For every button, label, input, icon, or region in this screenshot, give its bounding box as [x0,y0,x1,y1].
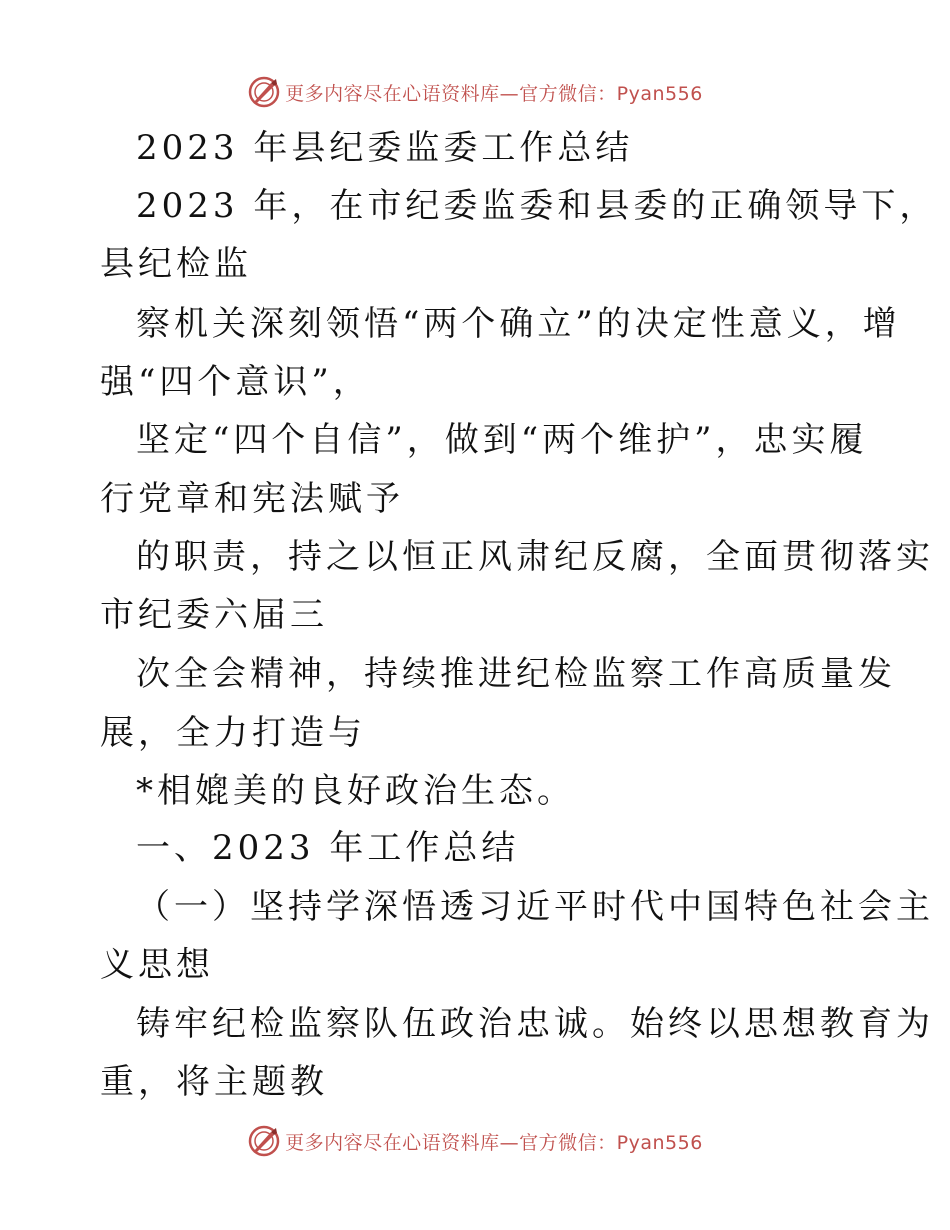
paragraph-line: 2023 年，在市纪委监委和县委的正确领导下， [136,186,938,226]
paragraph-line: 重，将主题教 [100,1062,328,1102]
footer-banner-text: 更多内容尽在心语资料库—官方微信：Pyan556 [285,1131,703,1154]
subsection-heading: （一）坚持学深悟透习近平时代中国特色社会主 [136,887,934,927]
paragraph-line: 义思想 [100,945,214,985]
footer-banner [0,1121,950,1161]
section-heading: 一、2023 年工作总结 [136,828,520,868]
header-banner-text: 更多内容尽在心语资料库—官方微信：Pyan556 [285,82,703,105]
paragraph-line: 强“四个意识”， [100,362,371,402]
paragraph-line: 展，全力打造与 [100,713,366,753]
quill-logo-icon [247,1124,281,1158]
paragraph-line: 市纪委六届三 [100,595,328,635]
paragraph-line: 坚定“四个自信”，做到“两个维护”，忠实履 [136,420,868,460]
paragraph-line: 的职责，持之以恒正风肃纪反腐，全面贯彻落实 [136,537,934,577]
document-title: 2023 年县纪委监委工作总结 [136,128,634,168]
paragraph-line: 铸牢纪检监察队伍政治忠诚。始终以思想教育为 [136,1004,934,1044]
paragraph-line: 察机关深刻领悟“两个确立”的决定性意义，增 [136,304,901,344]
paragraph-line: 县纪检监 [100,244,252,284]
paragraph-line: *相媲美的良好政治生态。 [136,771,575,811]
paragraph-line: 行党章和宪法赋予 [100,479,404,519]
paragraph-line: 次全会精神，持续推进纪检监察工作高质量发 [136,654,896,694]
